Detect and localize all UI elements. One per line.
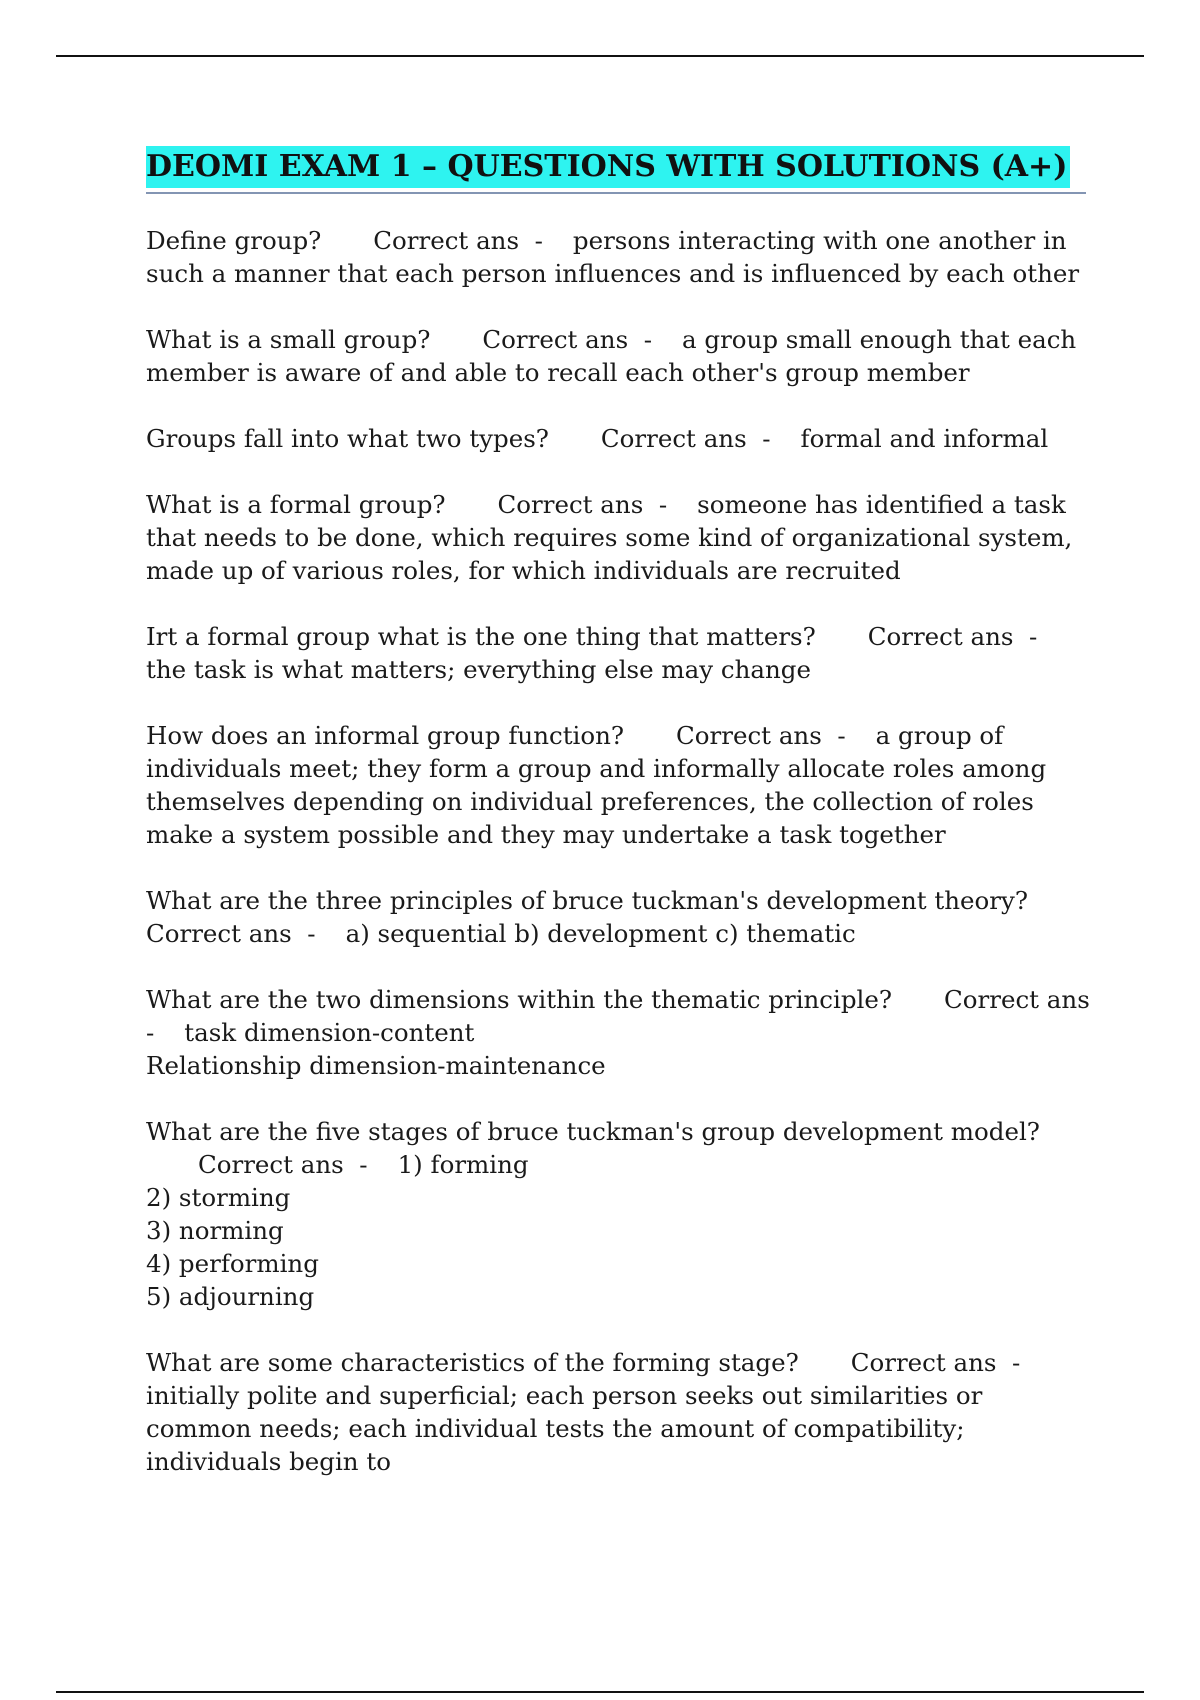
qa-item <box>146 620 1091 686</box>
answer-text: someone has identified a task that needs to be done, which requires some kind of organizational system, made up of various roles, for which individuals are recruited <box>146 490 1081 585</box>
answer-prefix: Correct ans - <box>850 1348 1021 1377</box>
title-block <box>146 146 1086 194</box>
qa-item <box>146 488 1091 587</box>
question-text: What are the five stages of bruce tuckman's group development model? <box>146 1117 1040 1146</box>
answer-prefix: Correct ans - <box>373 226 543 255</box>
answer-prefix: Correct ans - <box>600 424 771 453</box>
answer-text: persons interacting with one another in such a manner that each person influences and is influenced by each other <box>146 226 1080 288</box>
answer-prefix: Correct ans - <box>198 1150 368 1179</box>
document-body <box>146 146 1106 1511</box>
answer-text: a group of individuals meet; they form a group and informally allocate roles among themselves depending on individual preferences, the collection of roles make a system possible and they may undertake a task together <box>146 721 1054 849</box>
answer-prefix: Correct ans - <box>497 490 668 519</box>
question-text: Define group? <box>146 226 322 255</box>
answer-prefix: Correct ans - <box>146 919 316 948</box>
qa-item <box>146 1115 1091 1313</box>
question-text: What are the three principles of bruce tuckman's development theory? <box>146 886 1028 915</box>
answer-text: a group small enough that each member is aware of and able to recall each other's group member <box>146 325 1084 387</box>
footer-rule <box>56 1691 1144 1693</box>
header-rule <box>56 55 1144 57</box>
question-text: What is a small group? <box>146 325 431 354</box>
qa-list <box>146 224 1106 1478</box>
answer-text: initially polite and superficial; each person seeks out similarities or common needs; each individual tests the amount of compatibility; individuals begin to <box>146 1381 991 1476</box>
qa-item <box>146 1346 1091 1478</box>
answer-prefix: Correct ans - <box>146 985 1106 1047</box>
qa-item <box>146 884 1091 950</box>
answer-text: task dimension-content Relationship dimension-maintenance <box>146 1018 606 1080</box>
question-text: How does an informal group function? <box>146 721 625 750</box>
qa-item <box>146 719 1091 851</box>
answer-text: a) sequential b) development c) thematic <box>345 919 856 948</box>
qa-item <box>146 323 1091 389</box>
answer-text: formal and informal <box>800 424 1049 453</box>
question-text: Irt a formal group what is the one thing that matters? <box>146 622 816 651</box>
qa-item <box>146 224 1091 290</box>
document-title: DEOMI EXAM 1 – QUESTIONS WITH SOLUTIONS (A+) <box>146 146 1070 188</box>
qa-item <box>146 422 1091 455</box>
question-text: What are the two dimensions within the thematic principle? <box>146 985 893 1014</box>
answer-prefix: Correct ans - <box>676 721 846 750</box>
answer-text: 1) forming 2) storming 3) norming 4) performing 5) adjourning <box>146 1150 529 1311</box>
answer-text: the task is what matters; everything else may change <box>146 655 811 684</box>
question-text: Groups fall into what two types? <box>146 424 549 453</box>
qa-item <box>146 983 1106 1082</box>
question-text: What is a formal group? <box>146 490 446 519</box>
question-text: What are some characteristics of the forming stage? <box>146 1348 799 1377</box>
answer-prefix: Correct ans - <box>482 325 652 354</box>
answer-prefix: Correct ans - <box>867 622 1038 651</box>
